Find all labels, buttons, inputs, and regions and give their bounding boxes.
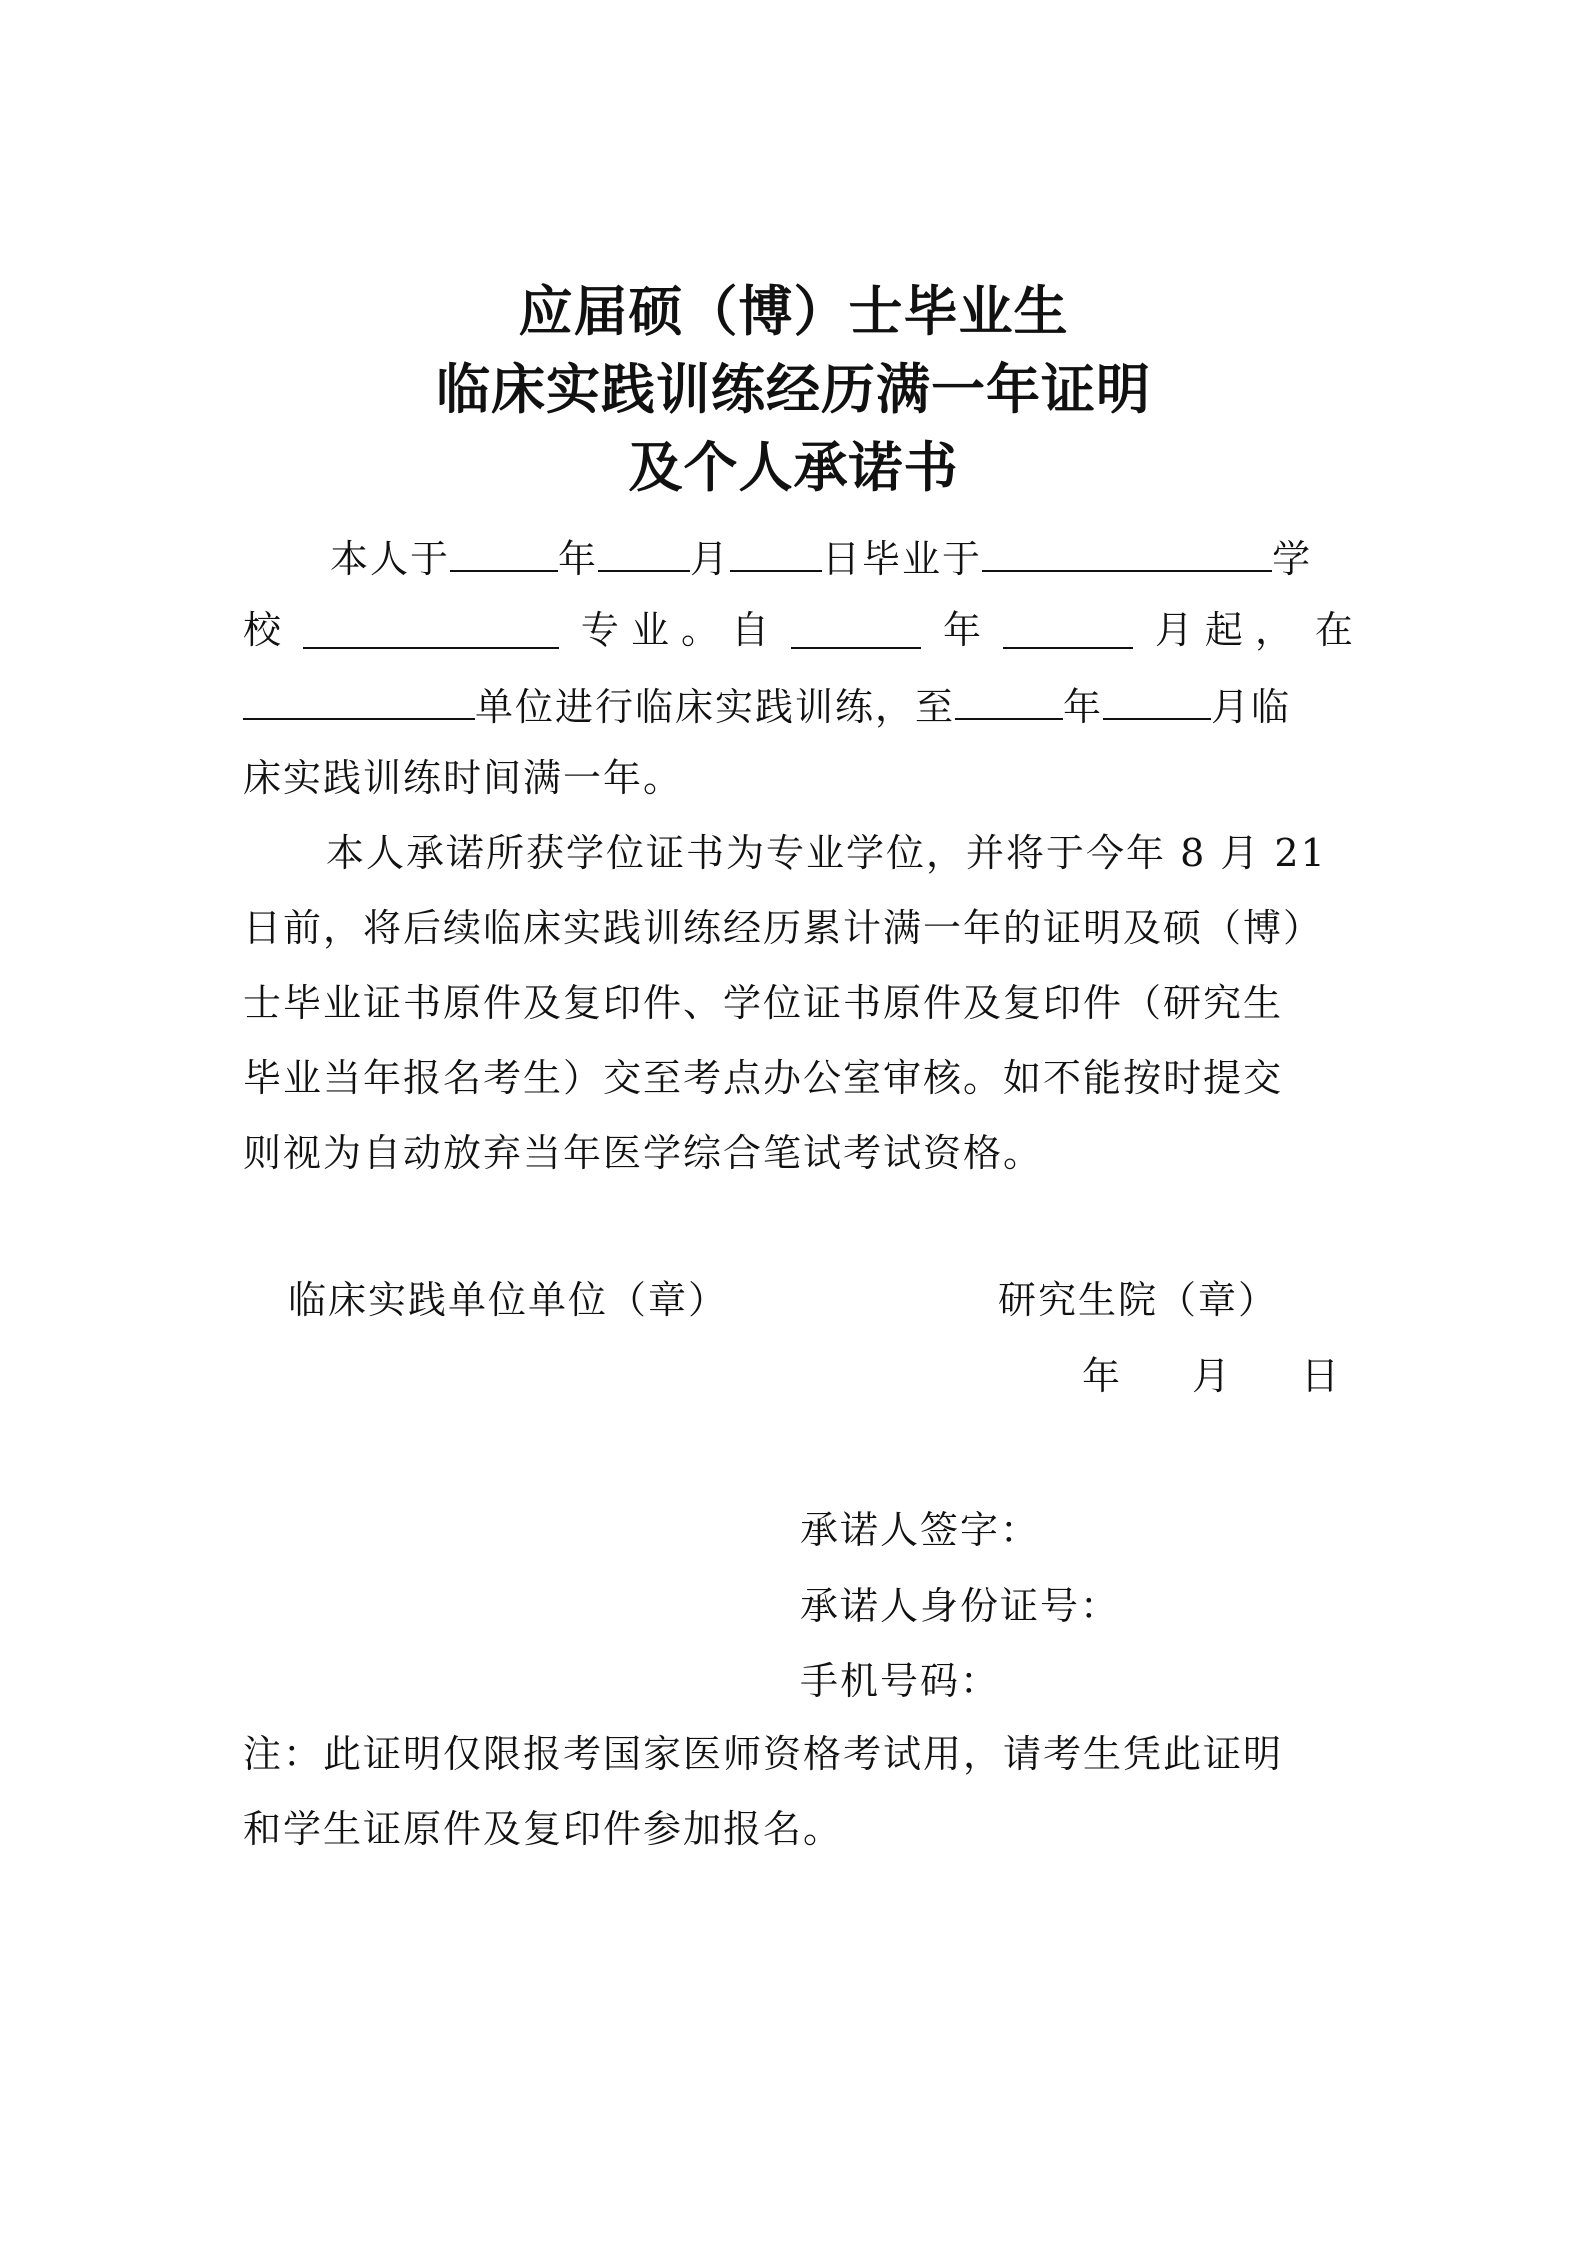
- certificate-text: 月: [690, 537, 731, 581]
- date-year-label: 年: [1082, 1354, 1121, 1398]
- certificate-line-2: [243, 608, 1353, 652]
- certificate-text: 校: [243, 608, 282, 652]
- certificate-text: 单位进行临床实践训练，至: [475, 685, 956, 729]
- certificate-text: 日毕业于: [822, 537, 983, 581]
- certificate-text: 学: [1272, 537, 1313, 581]
- major-blank: [303, 615, 559, 649]
- end-month-blank: [1103, 686, 1211, 720]
- certificate-line-1: [330, 537, 1353, 581]
- signer-signature-label: 承诺人签字：: [800, 1508, 1041, 1552]
- promise-line-1: 本人承诺所获学位证书为专业学位，并将于今年 8 月 21: [326, 831, 1327, 875]
- graduation-day-blank: [730, 538, 822, 572]
- certificate-text: 年: [558, 537, 599, 581]
- certificate-line-3: [243, 685, 1353, 729]
- promise-line-4: 毕业当年报名考生）交至考点办公室审核。如不能按时提交: [243, 1056, 1284, 1100]
- practice-unit-stamp-label: 临床实践单位单位（章）: [288, 1278, 729, 1322]
- date-day-label: 日: [1301, 1354, 1340, 1398]
- graduate-school-stamp-label: 研究生院（章）: [998, 1278, 1279, 1322]
- start-year-blank: [791, 615, 921, 649]
- promise-line-2: 日前，将后续临床实践训练经历累计满一年的证明及硕（博）: [243, 906, 1324, 950]
- date-month-label: 月: [1192, 1354, 1231, 1398]
- certificate-text: 专 业 。 自: [580, 608, 770, 652]
- training-unit-blank: [243, 686, 475, 720]
- school-blank: [982, 538, 1272, 572]
- phone-number-label: 手机号码：: [800, 1659, 1001, 1703]
- signer-id-number-label: 承诺人身份证号：: [800, 1584, 1121, 1628]
- document-title-line-1: 应届硕（博）士毕业生: [518, 279, 1069, 343]
- start-month-blank: [1003, 615, 1133, 649]
- certificate-text: 月临: [1211, 685, 1292, 729]
- note-line-2: 和学生证原件及复印件参加报名。: [243, 1807, 844, 1851]
- certificate-text: 年: [1063, 685, 1104, 729]
- promise-line-5: 则视为自动放弃当年医学综合笔试考试资格。: [243, 1131, 1044, 1175]
- certificate-line-4: 床实践训练时间满一年。: [243, 756, 684, 800]
- certificate-text: 本人于: [330, 537, 451, 581]
- graduation-month-blank: [598, 538, 690, 572]
- certificate-text: 月 起 ，: [1154, 608, 1293, 652]
- document-title-line-2: 临床实践训练经历满一年证明: [436, 357, 1151, 421]
- certificate-text: 在: [1314, 608, 1353, 652]
- end-year-blank: [955, 686, 1063, 720]
- certificate-text: 年: [942, 608, 981, 652]
- note-line-1: 注：此证明仅限报考国家医师资格考试用，请考生凭此证明: [243, 1732, 1284, 1776]
- graduation-year-blank: [450, 538, 558, 572]
- promise-line-3: 士毕业证书原件及复印件、学位证书原件及复印件（研究生: [243, 981, 1284, 1025]
- document-title-line-3: 及个人承诺书: [628, 435, 959, 499]
